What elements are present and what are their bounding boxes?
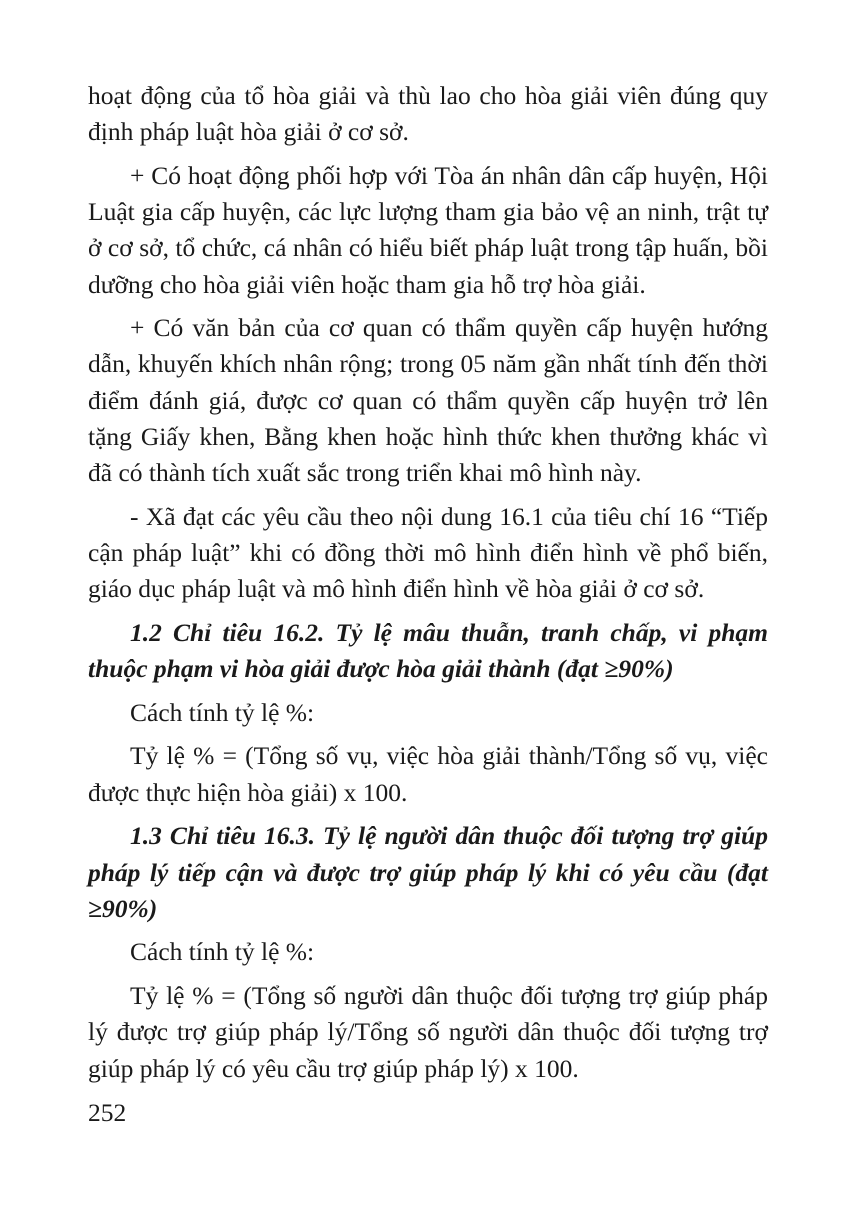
paragraph-coordination: + Có hoạt động phối hợp với Tòa án nhân dân cấp huyện, Hội Luật gia cấp huyện, các lực lượng tham gia bảo vệ an ninh, trật tự ở cơ sở, tổ chức, cá nhân có hiểu biết pháp luật trong tập huấn, bồi dưỡng cho hòa giải viên hoặc tham gia hỗ trợ hòa giải.	[88, 160, 768, 299]
paragraph-continuation: hoạt động của tổ hòa giải và thù lao cho hòa giải viên đúng quy định pháp luật hòa giải ở cơ sở.	[88, 81, 768, 147]
paragraph-commune-requirements: - Xã đạt các yêu cầu theo nội dung 16.1 của tiêu chí 16 “Tiếp cận pháp luật” khi có đồng thời mô hình điển hình về phổ biến, giáo dục pháp luật và mô hình điển hình về hòa giải ở cơ sở.	[88, 501, 768, 604]
page-number: 252	[88, 1098, 127, 1127]
heading-indicator-16-3: 1.3 Chỉ tiêu 16.3. Tỷ lệ người dân thuộc đối tượng trợ giúp pháp lý tiếp cận và được trợ giúp pháp lý khi có yêu cầu (đạt ≥90%)	[88, 821, 768, 923]
paragraph-guidance-document: + Có văn bản của cơ quan có thẩm quyền cấp huyện hướng dẫn, khuyến khích nhân rộng; trong 05 năm gần nhất tính đến thời điểm đánh giá, được cơ quan có thẩm quyền cấp huyện trở lên tặng Giấy khen, Bằng khen hoặc hình thức khen thưởng khác vì đã có thành tích xuất sắc trong triển khai mô hình này.	[88, 313, 768, 488]
paragraph-calculation-label-1: Cách tính tỷ lệ %:	[130, 697, 315, 727]
paragraph-calculation-label-2: Cách tính tỷ lệ %:	[130, 937, 315, 967]
paragraph-formula-1: Tỷ lệ % = (Tổng số vụ, việc hòa giải thành/Tổng số vụ, việc được thực hiện hòa giải) x 100.	[88, 741, 768, 807]
heading-indicator-16-2: 1.2 Chỉ tiêu 16.2. Tỷ lệ mâu thuẫn, tranh chấp, vi phạm thuộc phạm vi hòa giải được hòa giải thành (đạt ≥90%)	[88, 617, 768, 684]
document-page	[88, 78, 768, 1094]
paragraph-formula-2: Tỷ lệ % = (Tổng số người dân thuộc đối tượng trợ giúp pháp lý được trợ giúp pháp lý/Tổng số người dân thuộc đối tượng trợ giúp pháp lý có yêu cầu trợ giúp pháp lý) x 100.	[88, 981, 768, 1083]
